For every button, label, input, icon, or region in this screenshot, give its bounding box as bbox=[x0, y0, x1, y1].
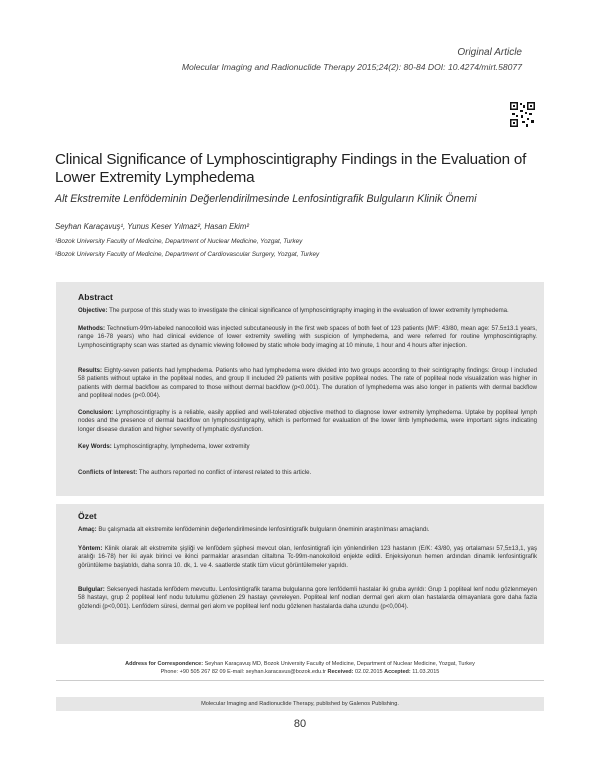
correspondence-text: Seyhan Karaçavuş MD, Bozok University Faculty of Medicine, Department of Nuclear Medicine, Yozgat, Turkey bbox=[204, 661, 475, 667]
abstract-box bbox=[56, 282, 544, 496]
affiliation-2: ²Bozok University Faculty of Medicine, Department of Cardiovascular Surgery, Yozgat, Turkey bbox=[55, 251, 320, 258]
correspondence-line-1 bbox=[56, 660, 544, 668]
objective-text: The purpose of this study was to investigate the clinical significance of lymphoscintigraphy imaging in the evaluation of lower extremity lymphedema. bbox=[109, 307, 509, 314]
yontem-text: Klinik olarak alt ekstremite şişliği ve lenfödem şüphesi mevcut olan, lenfosintigrafi için yönlendirilen 123 hastanın (E/K: 43/80, yaş ortalaması 57,5±13,1, yaş aralığı 16-78) her iki ayak birinci ve ikinci parmaklar arasından ciltaltına Tc-99m-nanokolloid enjekte edildi. Enjeksiyonun hemen ardından dinamik lenfosintigrafik görüntüleme başlatıldı, daha sonra 10. dk, 1. ve 4. saatlerde statik tüm vücut görüntülemeler yapıldı. bbox=[78, 545, 537, 569]
article-type: Original Article bbox=[457, 47, 522, 58]
journal-citation: Molecular Imaging and Radionuclide Therapy 2015;24(2): 80-84 DOI: 10.4274/mirt.58077 bbox=[181, 62, 522, 72]
affiliation-1: ¹Bozok University Faculty of Medicine, Department of Nuclear Medicine, Yozgat, Turkey bbox=[55, 238, 303, 245]
amac-text: Bu çalışmada alt ekstremite lenfödeminin değerlendirilmesinde lenfosintigrafik bulguların öneminin araştırılması amaçlandı. bbox=[98, 526, 430, 533]
bulgular-text: Seksenyedi hastada lenfödem mevcuttu. Lenfosintigrafik tarama bulgularına gore lenfödemli hastalar iki gruba ayrıldı: Grup 1 popliteal lenf nodu gözlenmeyen 58 hastayı, grup 2 popliteal lenf nodu tutulumu gözlenen 29 hastayı çevreleyen. Popliteal lenf nodları dermal geri akım olan hastalarda olmayanlara gore daha fazla gözlendi (p<0,001). Lenfödem süresi, dermal geri akım ve popliteal lenf nodu gözlenen hastalarda daha uzundu (p<0,004). bbox=[78, 586, 537, 610]
ozet-yontem bbox=[78, 545, 537, 570]
page-number: 80 bbox=[293, 718, 307, 730]
amac-label: Amaç: bbox=[78, 526, 97, 533]
ozet-heading: Özet bbox=[78, 511, 97, 521]
received-date: 02.02.2015 bbox=[355, 669, 383, 675]
article-subtitle: Alt Ekstremite Lenfödeminin Değerlendirilmesinde Lenfosintigrafik Bulguların Klinik Önemi bbox=[55, 193, 477, 205]
yontem-label: Yöntem: bbox=[78, 545, 103, 552]
qr-code-icon[interactable] bbox=[509, 101, 536, 128]
abstract-methods bbox=[78, 325, 537, 350]
abstract-conclusion bbox=[78, 409, 537, 434]
title-line-2: Lower Extremity Lymphedema bbox=[55, 169, 255, 186]
ozet-bulgular bbox=[78, 586, 537, 611]
footer-divider bbox=[56, 680, 544, 681]
results-label: Results: bbox=[78, 367, 103, 374]
abstract-results bbox=[78, 367, 537, 400]
methods-label: Methods: bbox=[78, 325, 106, 332]
methods-text: Technetium-99m-labeled nanocolloid was injected subcutaneously in the first web spaces of both feet of 123 patients (M/F: 43/80, mean age: 57.5±13.1 years, range 16-78 years) who had clinical evidence of lower extremity swelling with suspicion of lymphedema, and were referred for routine lymphoscintigraphy. Lymphoscintigraphy scan was started as dynamic viewing followed by static whole body imaging at 10 minute, 1 hour and 4 hours after injection. bbox=[78, 325, 537, 349]
conclusion-label: Conclusion: bbox=[78, 409, 114, 416]
authors: Seyhan Karaçavuş¹, Yunus Keser Yılmaz², Hasan Ekim² bbox=[55, 222, 249, 231]
ozet-box bbox=[56, 504, 544, 644]
results-text: Eighty-seven patients had lymphedema. Patients who had lymphedema were divided into two groups according to their scintigraphy findings: Group I included 58 patients without uptake in the popliteal nodes, and group II included 29 patients with positive popliteal nodes. The rate of popliteal node visualization was higher in patients with dermal backflow as compared to those without dermal backflow (p<0.001). The duration of lymphedema was also longer in patients with dermal backflow and popliteal nodes (p<0.004). bbox=[78, 367, 537, 399]
abstract-keywords bbox=[78, 443, 537, 451]
accepted-label: Accepted: bbox=[384, 669, 411, 675]
bulgular-label: Bulgular: bbox=[78, 586, 105, 593]
conclusion-text: Lymphoscintigraphy is a reliable, easily applied and well-tolerated objective method to diagnose lower extremity lymphedema. Uptake by popliteal lymph nodes and the presence of dermal backflow on lymphoscintigraphy, which is performed for evaluation of the lower limb lymphedema, were important signs indicating longer disease duration and higher severity of lymphatic dysfunction. bbox=[78, 409, 537, 433]
conflict-text: The authors reported no conflict of interest related to this article. bbox=[138, 469, 312, 476]
conflict-label: Conflicts of Interest: bbox=[78, 469, 138, 476]
correspondence bbox=[56, 660, 544, 676]
keywords-text: Lymphoscintigraphy, lymphedema, lower extremity bbox=[113, 443, 250, 450]
objective-label: Objective: bbox=[78, 307, 108, 314]
correspondence-contact: Phone: +90 505 267 82 09 E-mail: seyhan.karacavus@bozok.edu.tr bbox=[160, 669, 326, 675]
correspondence-label: Address for Correspondence: bbox=[125, 661, 204, 667]
correspondence-line-2 bbox=[56, 668, 544, 676]
abstract-objective bbox=[78, 307, 537, 315]
abstract-heading: Abstract bbox=[78, 292, 113, 302]
ozet-amac bbox=[78, 526, 537, 534]
received-label: Received: bbox=[327, 669, 354, 675]
title-line-1: Clinical Significance of Lymphoscintigraphy Findings in the Evaluation of bbox=[55, 151, 527, 168]
keywords-label: Key Words: bbox=[78, 443, 112, 450]
article-title bbox=[55, 151, 555, 187]
accepted-date: 11.03.2015 bbox=[412, 669, 440, 675]
publisher-footer: Molecular Imaging and Radionuclide Therapy, published by Galenos Publishing. bbox=[56, 697, 544, 711]
conflict-of-interest bbox=[78, 469, 311, 476]
